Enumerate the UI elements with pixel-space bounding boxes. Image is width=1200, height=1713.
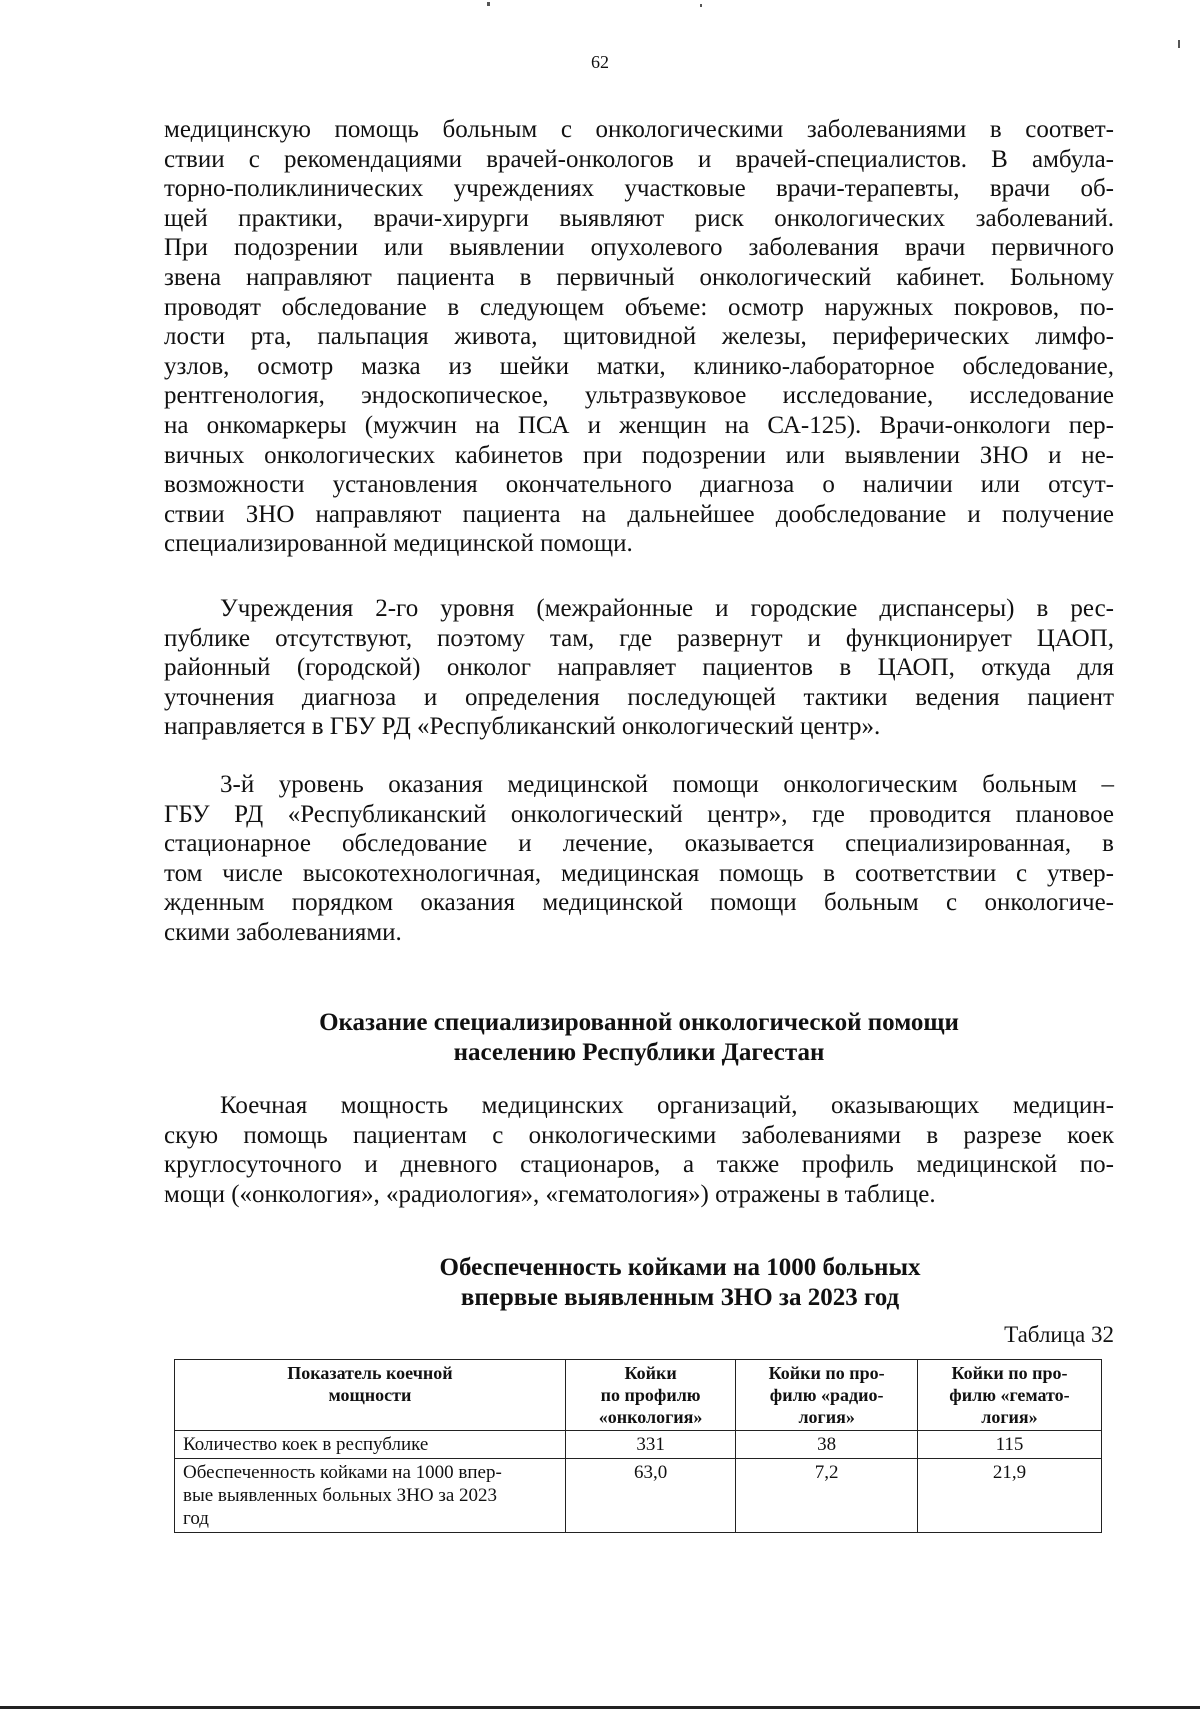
table-cell: 21,9 — [917, 1459, 1101, 1533]
text-line: на онкомаркеры (мужчин на ПСА и женщин на СА-125). Врачи-онкологи пер- — [164, 411, 1114, 439]
table-row — [175, 1431, 1102, 1459]
table-cell: Количество коек в республике — [175, 1431, 566, 1459]
scan-mark — [1178, 40, 1180, 48]
table-header-cell: Койки по профилю «онкология» — [565, 1360, 735, 1431]
paragraph-2 — [164, 594, 1114, 742]
table-header-row — [175, 1360, 1102, 1431]
table-header-cell: Койки по про- филю «радио- логия» — [736, 1360, 918, 1431]
text-line: торно-поликлинических учреждениях участковые врачи-терапевты, врачи об- — [164, 175, 1114, 203]
table-title — [340, 1253, 1020, 1313]
text-line: уточнения диагноза и определения последующей тактики ведения пациент — [164, 683, 1114, 711]
table-cell: 7,2 — [736, 1459, 918, 1533]
paragraph-3 — [164, 770, 1114, 948]
heading-line: населению Республики Дагестан — [453, 1039, 825, 1066]
text-line: мощи («онкология», «радиология», «гематология») отражены в таблице. — [164, 1180, 936, 1208]
bottom-edge-line — [0, 1706, 1200, 1709]
table-cell: 63,0 — [565, 1459, 735, 1533]
table-header-cell: Показатель коечной мощности — [175, 1360, 566, 1431]
heading-line: впервые выявленным ЗНО за 2023 год — [460, 1284, 900, 1311]
table-cell: 38 — [736, 1431, 918, 1459]
text-line: узлов, осмотр мазка из шейки матки, клинико-лабораторное обследование, — [164, 352, 1114, 380]
text-line: скую помощь пациентам с онкологическими заболеваниями в разрезе коек — [164, 1121, 1114, 1149]
scan-mark — [700, 4, 702, 7]
text-line: проводят обследование в следующем объеме: осмотр наружных покровов, по- — [164, 293, 1114, 321]
text-line: скими заболеваниями. — [164, 918, 402, 946]
table-cell: 115 — [917, 1431, 1101, 1459]
page-number: 62 — [591, 52, 609, 72]
text-line: При подозрении или выявлении опухолевого заболевания врачи первичного — [164, 234, 1114, 262]
table-cell: 331 — [565, 1431, 735, 1459]
scan-mark — [487, 2, 490, 6]
text-line: вичных онкологических кабинетов при подозрении или выявлении ЗНО и не- — [164, 441, 1114, 469]
heading-line: Оказание специализированной онкологической помощи — [319, 1009, 959, 1036]
text-line: жденным порядком оказания медицинской помощи больным с онкологиче- — [164, 889, 1114, 917]
paragraph-4 — [164, 1091, 1114, 1209]
text-line: специализированной медицинской помощи. — [164, 530, 633, 558]
paragraph-1 — [164, 115, 1114, 559]
text-line: том числе высокотехнологичная, медицинская помощь в соответствии с утвер- — [164, 859, 1114, 887]
text-line: возможности установления окончательного диагноза о наличии или отсут- — [164, 471, 1114, 499]
text-line: 3-й уровень оказания медицинской помощи онкологическим больным – — [220, 771, 1114, 798]
text-line: районный (городской) онколог направляет пациентов в ЦАОП, откуда для — [164, 654, 1114, 682]
table-row — [175, 1459, 1102, 1533]
beds-table — [174, 1359, 1102, 1533]
text-line: ствии с рекомендациями врачей-онкологов и врачей-специалистов. В амбула- — [164, 145, 1114, 173]
table-caption: Таблица 32 — [1004, 1322, 1114, 1347]
text-line: рентгенология, эндоскопическое, ультразвуковое исследование, исследование — [164, 382, 1114, 410]
section-heading — [164, 1008, 1114, 1068]
table-cell: Обеспеченность койками на 1000 впер- вые выявленных больных ЗНО за 2023 год — [175, 1459, 566, 1533]
text-line: публике отсутствуют, поэтому там, где развернут и функционирует ЦАОП, — [164, 624, 1114, 652]
text-line: ГБУ РД «Республиканский онкологический центр», где проводится плановое — [164, 800, 1114, 828]
heading-line: Обеспеченность койками на 1000 больных — [439, 1254, 921, 1281]
text-line: круглосуточного и дневного стационаров, а также профиль медицинской по- — [164, 1151, 1114, 1179]
text-line: медицинскую помощь больным с онкологическими заболеваниями в соответ- — [164, 116, 1114, 143]
table-header-cell: Койки по про- филю «гемато- логия» — [917, 1360, 1101, 1431]
text-line: лости рта, пальпация живота, щитовидной железы, периферических лимфо- — [164, 323, 1114, 351]
text-line: Учреждения 2-го уровня (межрайонные и городские диспансеры) в рес- — [220, 595, 1114, 622]
text-line: направляется в ГБУ РД «Республиканский онкологический центр». — [164, 713, 881, 741]
text-line: звена направляют пациента в первичный онкологический кабинет. Больному — [164, 263, 1114, 291]
text-line: Коечная мощность медицинских организаций, оказывающих медицин- — [220, 1092, 1114, 1119]
text-line: стационарное обследование и лечение, оказывается специализированная, в — [164, 830, 1114, 858]
text-line: щей практики, врачи-хирурги выявляют риск онкологических заболеваний. — [164, 204, 1114, 232]
text-line: ствии ЗНО направляют пациента на дальнейшее дообследование и получение — [164, 500, 1114, 528]
